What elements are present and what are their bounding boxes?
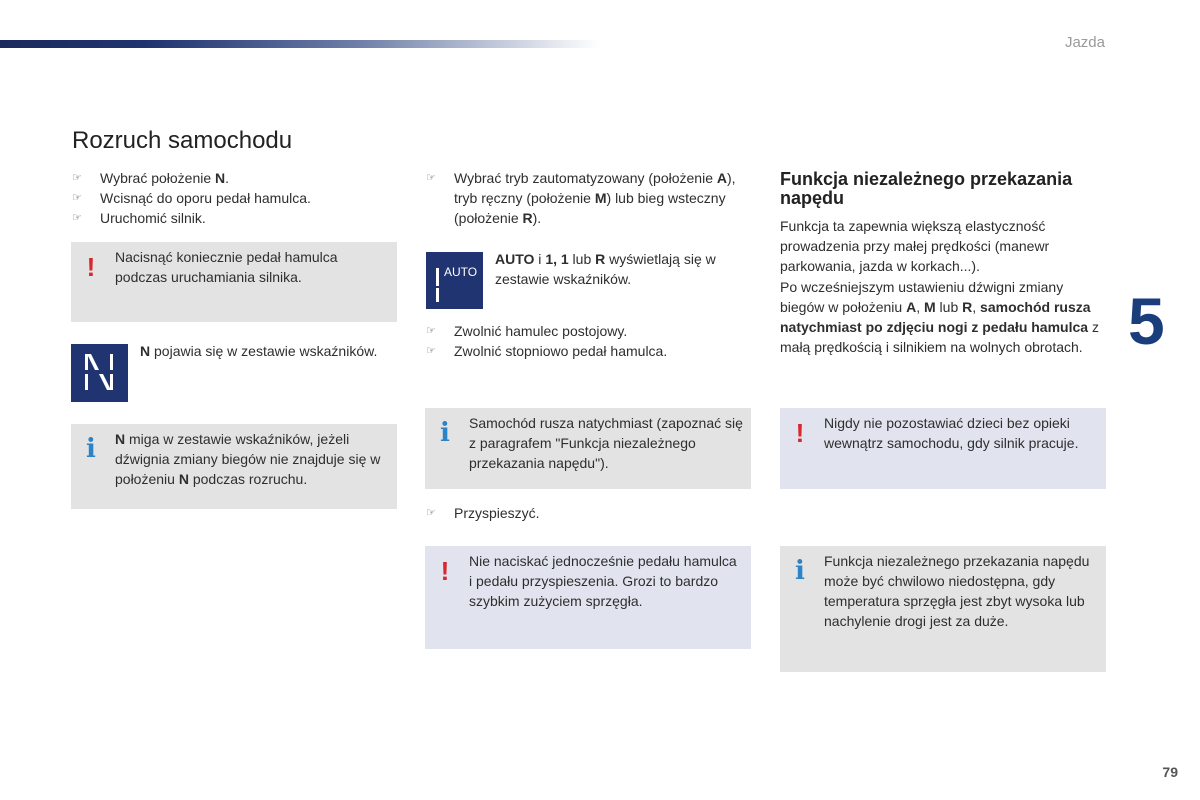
- list-item: ☞ Zwolnić stopniowo pedał hamulca.: [426, 341, 746, 361]
- warning-text: Nacisnąć koniecznie pedał hamulca podczas uruchamiania silnika.: [115, 249, 338, 285]
- list-item: ☞ Przyspieszyć.: [426, 503, 746, 523]
- warning-box: [425, 546, 751, 649]
- list-item: ☞ Wcisnąć do oporu pedał hamulca.: [72, 188, 392, 208]
- section-subtitle: Funkcja niezależnego przekazania napędu: [780, 169, 1073, 208]
- paragraph: Funkcja ta zapewnia większą elastyczność prowadzenia przy małej prędkości (manewr parkowania, jazda w korkach...).: [780, 218, 1050, 274]
- warning-text: Nie naciskać jednocześnie pedału hamulca i pedału przyspieszenia. Grozi to bardzo szybkim zużyciem sprzęgła.: [469, 553, 737, 609]
- auto-indicator-icon: AUTO: [426, 252, 483, 309]
- auto-indicator-text: AUTO i 1, 1 lub R wyświetlają się w zestawie wskaźników.: [495, 251, 716, 287]
- n-indicator-icon: [71, 344, 128, 402]
- info-text: N miga w zestawie wskaźników, jeżeli dźwignia zmiany biegów nie znajduje się w położeniu N podczas rozruchu.: [115, 431, 381, 487]
- list-item: ☞ Zwolnić hamulec postojowy.: [426, 321, 746, 341]
- page-title: Rozruch samochodu: [72, 127, 293, 154]
- start-steps-list: [72, 168, 392, 228]
- list-item: ☞ Wybrać położenie N.: [72, 168, 392, 188]
- info-box: [780, 546, 1106, 672]
- paragraph: Po wcześniejszym ustawieniu dźwigni zmiany biegów w położeniu A, M lub R, samochód rusza natychmiast po zdjęciu nogi z pedału hamulca z małą prędkością i silnikiem na wolnych obrotach.: [780, 279, 1099, 355]
- warning-box: [71, 242, 397, 322]
- warning-icon: !: [440, 556, 450, 586]
- accelerate-steps-list: [426, 503, 746, 523]
- info-text: Samochód rusza natychmiast (zapoznać się z paragrafem "Funkcja niezależnego przekazania napędu").: [469, 415, 743, 471]
- warning-box: [780, 408, 1106, 489]
- info-text: Funkcja niezależnego przekazania napędu może być chwilowo niedostępna, gdy temperatura sprzęgła jest zbyt wysoka lub nachylenie drogi jest za duże.: [824, 553, 1090, 629]
- header-gradient-bar: [0, 40, 600, 48]
- page-number: 79: [1162, 764, 1178, 780]
- chapter-number: 5: [1128, 284, 1165, 358]
- info-box: [71, 424, 397, 509]
- release-steps-list: [426, 321, 746, 361]
- warning-text: Nigdy nie pozostawiać dzieci bez opieki wewnątrz samochodu, gdy silnik pracuje.: [824, 415, 1079, 451]
- n-indicator-text: N pojawia się w zestawie wskaźników.: [140, 343, 378, 359]
- info-icon: i: [86, 434, 96, 464]
- list-item: ☞ Wybrać tryb zautomatyzowany (położenie A), tryb ręczny (położenie M) lub bieg wsteczny (położenie R).: [426, 168, 746, 228]
- info-icon: i: [795, 556, 805, 586]
- mode-steps-list: [426, 168, 746, 228]
- list-item: ☞ Uruchomić silnik.: [72, 208, 392, 228]
- section-name: Jazda: [1064, 34, 1105, 51]
- warning-icon: !: [86, 252, 96, 282]
- info-box: [425, 408, 751, 489]
- info-icon: i: [440, 418, 450, 448]
- warning-icon: !: [795, 418, 805, 448]
